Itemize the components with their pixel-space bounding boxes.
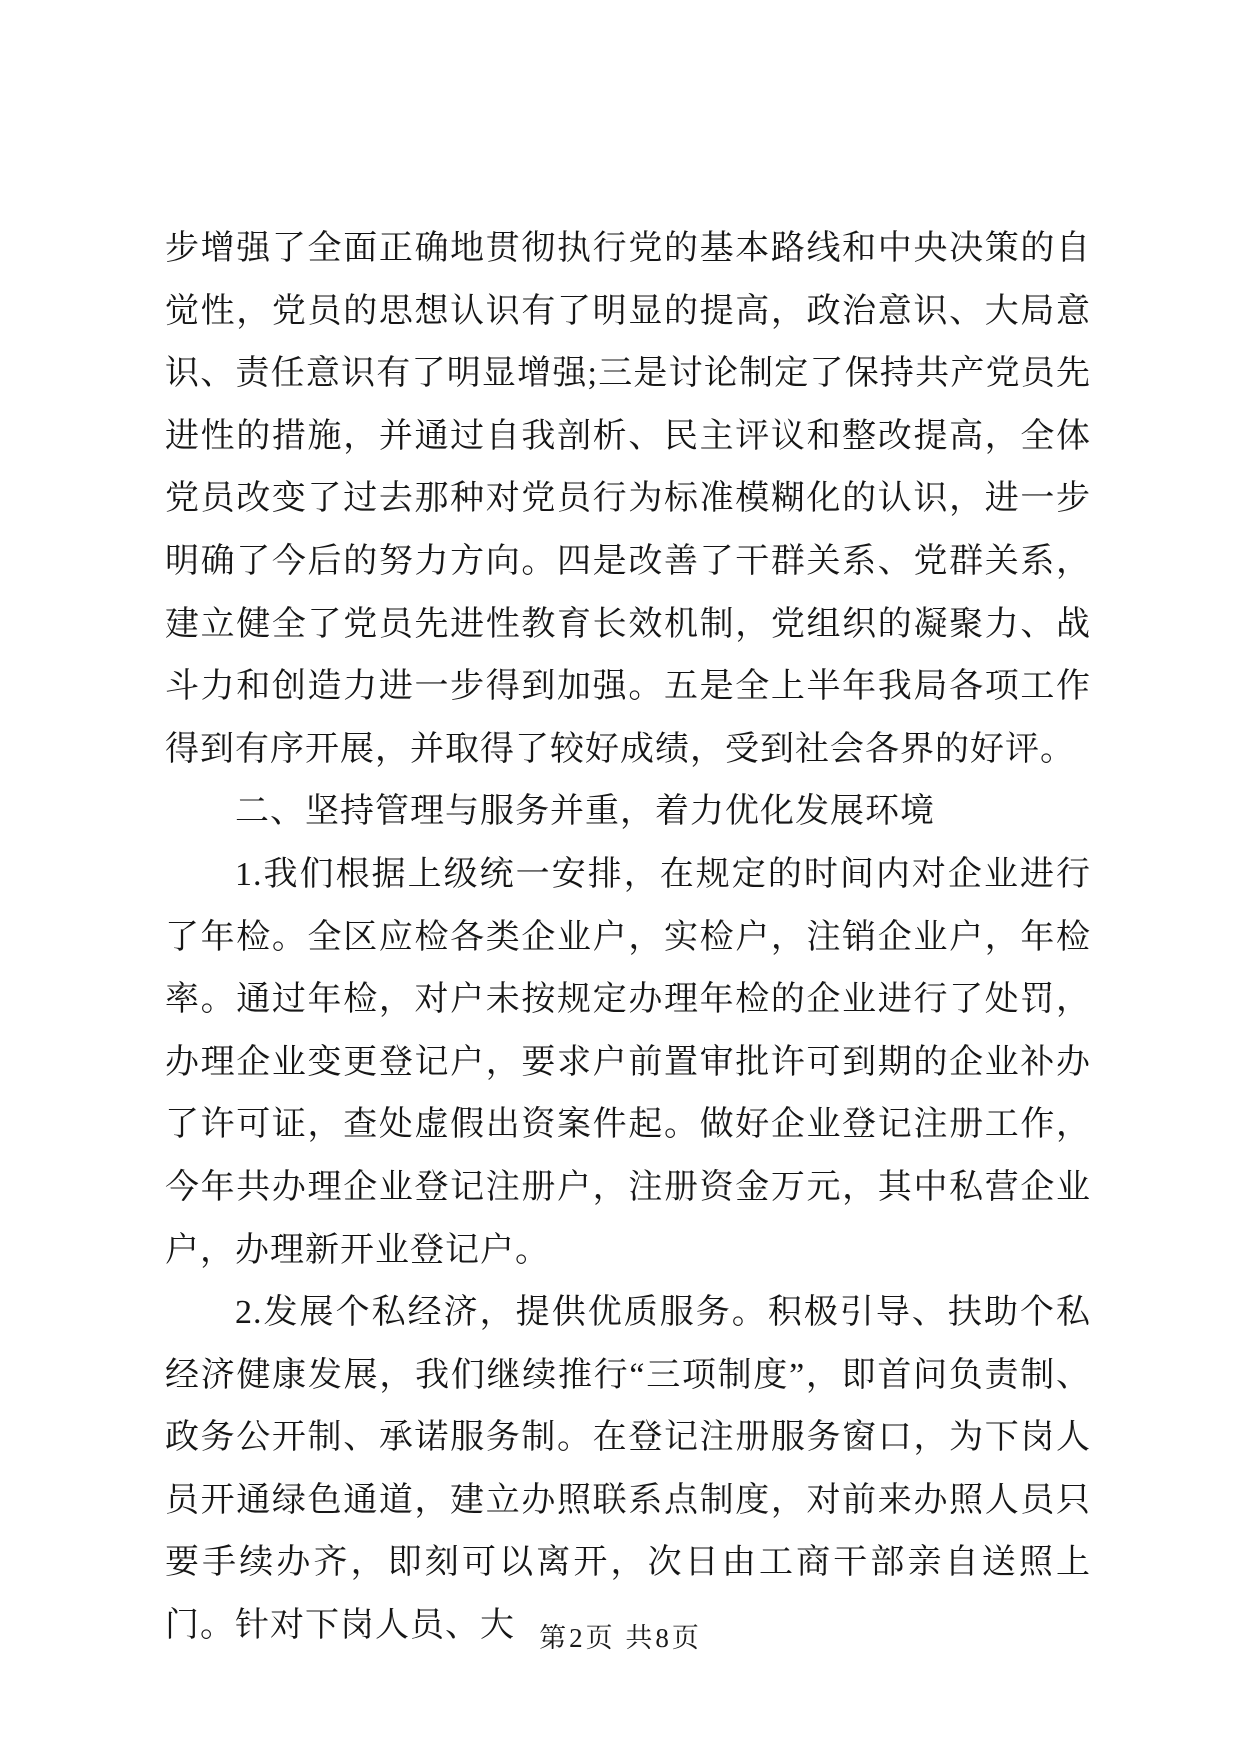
- section-heading: 二、坚持管理与服务并重，着力优化发展环境: [235, 793, 935, 831]
- paragraph: 1.我们根据上级统一安排，在规定的时间内对企业进行了年检。全区应检各类企业户，实检户，注销企业户，年检率。通过年检，对户未按规定办理年检的企业进行了处罚，办理企业变更登记户，要求户前置审批许可到期的企业补办了许可证，查处虚假出资案件起。做好企业登记注册工作，今年共办理企业登记注册户，注册资金万元，其中私营企业户，办理新开业登记户。: [165, 855, 1091, 1269]
- page-footer: [0, 1616, 1241, 1655]
- paragraph: 步增强了全面正确地贯彻执行党的基本路线和中央决策的自觉性，党员的思想认识有了明显的提高，政治意识、大局意识、责任意识有了明显增强;三是讨论制定了保持共产党员先进性的措施，并通过自我剖析、民主评议和整改提高，全体党员改变了过去那种对党员行为标准模糊化的认识，进一步明确了今后的努力方向。四是改善了干群关系、党群关系，建立健全了党员先进性教育长效机制，党组织的凝聚力、战斗力和创造力进一步得到加强。五是全上半年我局各项工作得到有序开展，并取得了较好成绩，受到社会各界的好评。: [165, 230, 1091, 768]
- paragraph: 2.发展个私经济，提供优质服务。积极引导、扶助个私经济健康发展，我们继续推行“三项制度”，即首问负责制、政务公开制、承诺服务制。在登记注册服务窗口，为下岗人员开通绿色通道，建立办照联系点制度，对前来办照人员只要手续办齐，即刻可以离开，次日由工商干部亲自送照上门。针对下岗人员、大: [165, 1294, 1091, 1645]
- document-body: [165, 218, 1091, 1658]
- footer-page-indicator: 第2页 共8页: [539, 1623, 702, 1653]
